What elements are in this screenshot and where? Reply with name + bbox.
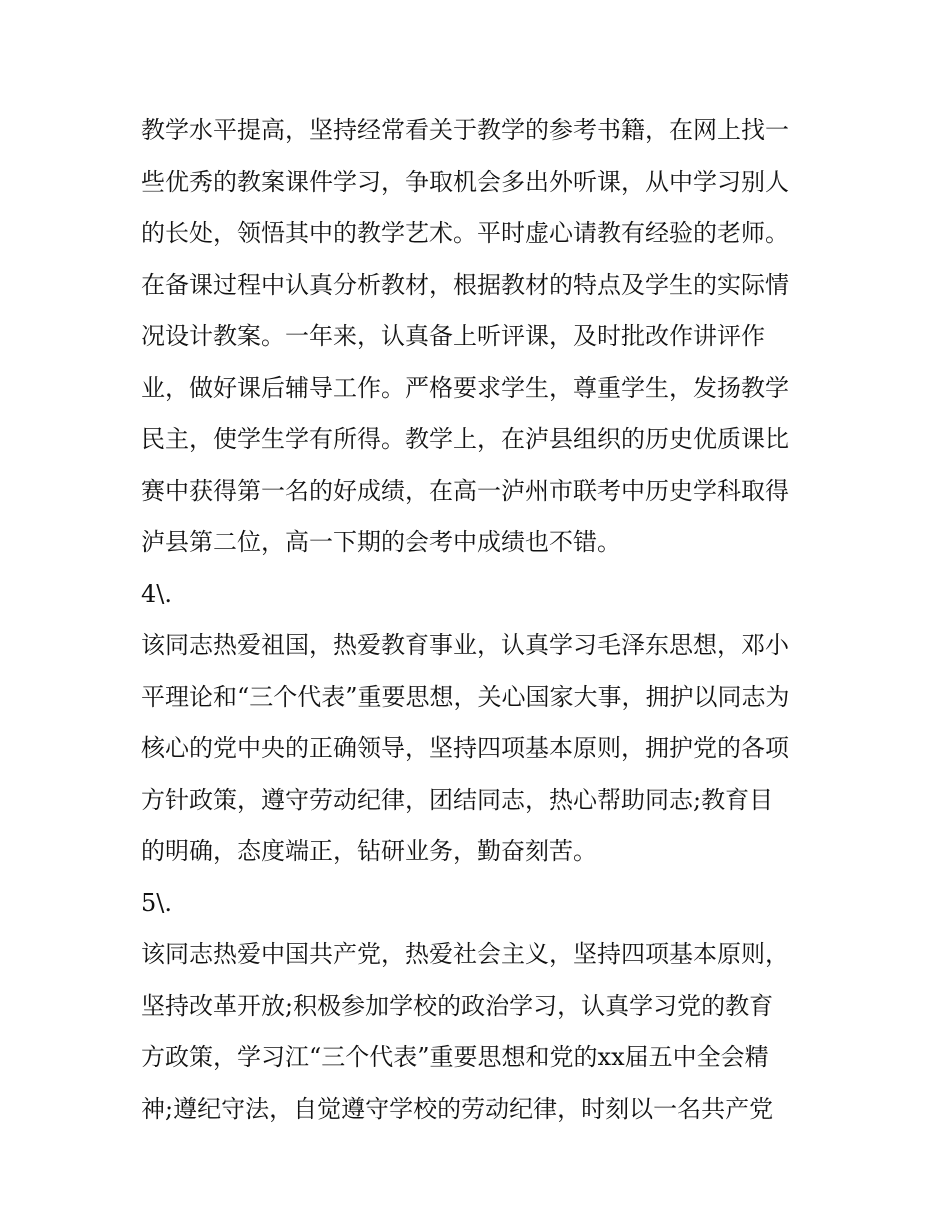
text-line: 业，做好课后辅导工作。严格要求学生，尊重学生，发扬教学: [141, 373, 789, 402]
text-line: 泸县第二位，高一下期的会考中成绩也不错。: [141, 528, 621, 556]
text-line: 方针政策，遵守劳动纪律，团结同志，热心帮助同志;教育目: [141, 785, 774, 814]
text-line: 在备课过程中认真分析教材，根据教材的特点及学生的实际情: [141, 270, 789, 299]
text-line: 况设计教案。一年来，认真备上听评课，及时批改作讲评作: [141, 322, 765, 350]
text-line: 些优秀的教案课件学习，争取机会多出外听课，从中学习别人: [141, 167, 789, 196]
text-line: 赛中获得第一名的好成绩，在高一泸州市联考中历史学科取得: [141, 476, 789, 505]
section-number: 5\.: [141, 888, 172, 917]
text-line: 该同志热爱中国共产党，热爱社会主义，坚持四项基本原则，: [141, 940, 789, 968]
text-line: 的长处，领悟其中的教学艺术。平时虚心请教有经验的老师。: [141, 219, 789, 247]
text-line: 的明确，态度端正，钻研业务，勤奋刻苦。: [141, 837, 597, 865]
text-line: 平理论和“三个代表”重要思想，关心国家大事，拥护以同志为: [141, 682, 790, 711]
section-number: 4\.: [141, 579, 172, 608]
text-line: 核心的党中央的正确领导，坚持四项基本原则，拥护党的各项: [141, 734, 789, 762]
text-line: 该同志热爱祖国，热爱教育事业，认真学习毛泽东思想，邓小: [141, 631, 789, 659]
text-line: 教学水平提高，坚持经常看关于教学的参考书籍，在网上找一: [141, 116, 789, 144]
text-line: 方政策，学习江“三个代表”重要思想和党的xx届五中全会精: [141, 1043, 769, 1071]
text-line: 坚持改革开放;积极参加学校的政治学习，认真学习党的教育: [141, 991, 774, 1020]
text-line: 民主，使学生学有所得。教学上，在泸县组织的历史优质课比: [141, 425, 789, 453]
text-line: 神;遵纪守法，自觉遵守学校的劳动纪律，时刻以一名共产党: [141, 1094, 774, 1123]
body-text: [141, 105, 841, 1135]
